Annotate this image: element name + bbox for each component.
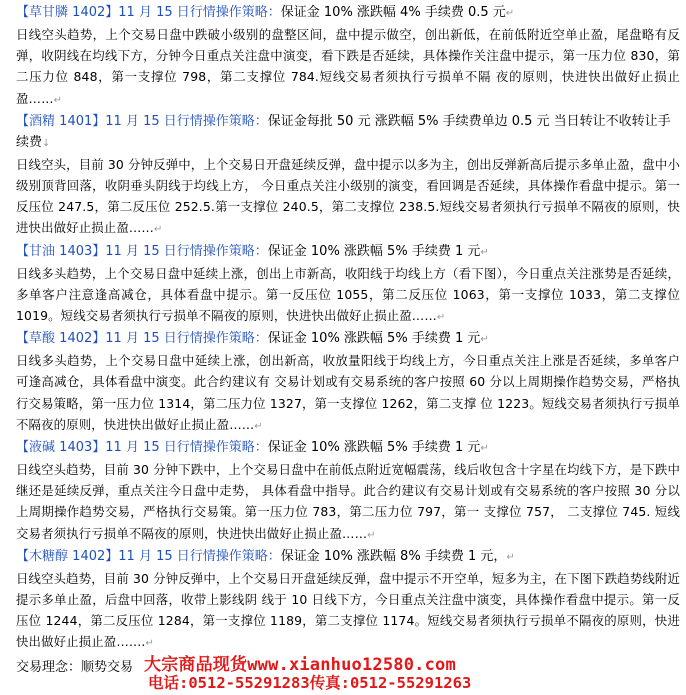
- paragraph-mark-icon: ↵: [367, 529, 376, 541]
- section-ganyou: [16, 241, 680, 329]
- strategy-title: 11 月 15 日行情操作策略：: [118, 548, 281, 564]
- strategy-title: 11 月 15 日行情操作策略：: [105, 440, 268, 456]
- product-name: 甘油: [29, 243, 56, 259]
- strategy-title: 11 月 15 日行情操作策略：: [105, 243, 268, 259]
- strategy-title: 11 月 15 日行情操作策略：: [118, 5, 281, 20]
- section-body: 日线空头趋势，上个交易日盘中跌破小级别的盘整区间，盘中提示做空，创出新低，在前低附近空单止盈，尾盘略有反弹，收阴线在均线下方，分钟今日重点关注盘中演变，看下跌是否延续，具体操作关注盘中提示，第一压力位 830，第二压力位 848，第一支撑位 798，第二支撑位 784.短线交易者须执行亏损单不隔 夜的原则，快进快出做好止损止盈……↵: [16, 27, 680, 106]
- section-body: 日线多头趋势，上个交易日盘中延续上涨，创出新高，收放量阳线于均线上方，今日重点关注上涨是否延续，多单客户可逢高减仓，具体看盘中演变。此合约建议有 交易计划或有交易系统的客户按照 60 分以上周期操作趋势交易，严格执行交易策略，第一压力位 1314，第二压力位 1327，第一支撑位 1262，第二支撑 位 1223。短线交易者须执行亏损单不隔夜的原则，快进快出做好止损止盈……↵: [16, 353, 680, 432]
- paragraph-mark-icon: ↵: [480, 443, 489, 455]
- contract-code: 1402: [59, 331, 93, 347]
- contract-code: 1403: [59, 440, 93, 456]
- contract-code: 1403: [59, 243, 93, 259]
- paragraph-mark-icon: ↵: [153, 224, 163, 236]
- paragraph-mark-icon: ↵: [480, 246, 489, 258]
- section-header: 【木糖醇 1402】11 月 15 日行情操作策略：保证金 10% 涨跌幅 8% 手续费 1 元，↵: [16, 548, 515, 564]
- contract-terms: 保证金 10% 涨跌幅 5% 手续费 1 元: [267, 243, 481, 259]
- section-body: 日线多头趋势，上个交易日盘中延续上涨，创出上市新高，收阳线于均线上方（看下图），今日重点关注涨势是否延续，多单客户注意逢高减仓，具体看盘中提示。第一反压位 1055，第二反压位 1063，第一支撑位 1033，第二支撑位 1019。短线交易者须执行亏损单不隔夜的原则，快进快出做好止损止盈……↵: [16, 265, 680, 324]
- section-body: 日线空头趋势，目前 30 分钟下跌中，上个交易日盘中在前低点附近宽幅震荡，线后收包含十字星在均线下方，是下跌中继还是延续反弹，重点关注今日盘中走势， 具体看盘中指导。此合约建议有交易计划或有交易系统的客户按照 30 分以上周期操作趋势交易，严格执行交易策。第一压力位 783，第二压力位 797，第一 支撑位 757， 二支撑位 745. 短线交易者须执行亏损单不隔夜的原则，快进快出做好止损止盈……↵: [16, 462, 680, 541]
- contract-terms: 保证金每批 50 元 涨跌幅 5% 手续费单边 0.5 元 当日转让不收转让手续费: [16, 113, 671, 150]
- section-header: 【液碱 1403】11 月 15 日行情操作策略：保证金 10% 涨跌幅 5% 手续费 1 元↵: [16, 440, 489, 456]
- contract-terms: 保证金 10% 涨跌幅 5% 手续费 1 元: [267, 440, 481, 456]
- paragraph-mark-icon: ↵: [145, 638, 155, 650]
- section-caosuan: [16, 328, 680, 437]
- paragraph-mark-icon: ↵: [480, 334, 489, 346]
- contract-code: 1401: [59, 113, 93, 129]
- product-name: 草酸: [29, 331, 56, 347]
- section-yejian: [16, 437, 680, 546]
- footer: [16, 655, 680, 695]
- section-header: 【酒精 1401】11 月 15 日行情操作策略：保证金每批 50 元 涨跌幅 5% 手续费单边 0.5 元 当日转让不收转让手续费↓: [16, 113, 671, 150]
- paragraph-mark-icon: ↵: [506, 551, 515, 563]
- section-header: 【甘油 1403】11 月 15 日行情操作策略：保证金 10% 涨跌幅 5% 手续费 1 元↵: [16, 243, 489, 259]
- product-name: 草甘膦: [29, 5, 69, 20]
- section-mutangchun: [16, 546, 680, 655]
- paragraph-mark-icon: ↵: [436, 312, 446, 324]
- ad-phone-line: 电话:0512-55291283传真:0512-55291263: [148, 673, 472, 692]
- trading-philosophy: 交易理念：顺势交易: [16, 659, 134, 675]
- contract-code: 1402: [72, 548, 106, 564]
- paragraph-mark-icon: ↵: [505, 8, 515, 19]
- strategy-title: 11 月 15 日行情操作策略：: [105, 331, 268, 347]
- product-name: 木糖醇: [29, 548, 69, 564]
- contract-code: 1402: [72, 5, 106, 20]
- paragraph-mark-icon: ↵: [254, 420, 263, 432]
- ad-website-line: 大宗商品现货www.xianhuo12580.com: [144, 654, 456, 675]
- section-caoganlin: [16, 2, 680, 111]
- section-body: 日线空头，目前 30 分钟反弹中，上个交易日开盘延续反弹，盘中提示以多为主，创出反弹新高后提示多单止盈，盘中小级别顶背回落，收阴垂头阴线于均线上方， 今日重点关注小级别的演变，看回调是否延续，具体操作看盘中提示。第一反压位 247.5，第二反压位 252.5.第一支撑位 240.5，第二支撑位 238.5.短线交易者须执行亏损单不隔夜的原则，快进快出做好止损止盈……↵: [16, 156, 680, 236]
- strategy-title: 11 月 15 日行情操作策略：: [105, 113, 268, 129]
- contract-terms: 保证金 10% 涨跌幅 5% 手续费 1 元: [267, 331, 481, 347]
- contract-terms: 保证金 10% 涨跌幅 4% 手续费 0.5 元: [280, 5, 506, 20]
- paragraph-mark-icon: ↵: [53, 94, 63, 106]
- section-jiujing: [16, 111, 680, 241]
- paragraph-mark-icon: ↓: [42, 137, 51, 149]
- product-name: 液碱: [29, 440, 56, 456]
- section-body: 日线空头趋势，目前 30 分钟反弹中，上个交易日开盘延续反弹，盘中提示不开空单，短多为主，在下图下跌趋势线附近提示多单止盈，后盘中回落，收带上影线阴 线于 10 日线下方，今日重点关注盘中演变，具体操作看盘中提示。第一反压位 1244，第二反压位 1284，第一支撑位 1189，第二支撑位 1174。短线交易者须执行亏损单不隔夜的原则，快进快出做好止损止盈…….↵: [16, 570, 680, 650]
- section-header: 【草酸 1402】11 月 15 日行情操作策略：保证金 10% 涨跌幅 5% 手续费 1 元↵: [16, 331, 489, 347]
- product-name: 酒精: [29, 113, 56, 129]
- section-header: 【草甘膦 1402】11 月 15 日行情操作策略：保证金 10% 涨跌幅 4% 手续费 0.5 元↵: [16, 5, 515, 20]
- contract-terms: 保证金 10% 涨跌幅 8% 手续费 1 元，: [280, 548, 507, 564]
